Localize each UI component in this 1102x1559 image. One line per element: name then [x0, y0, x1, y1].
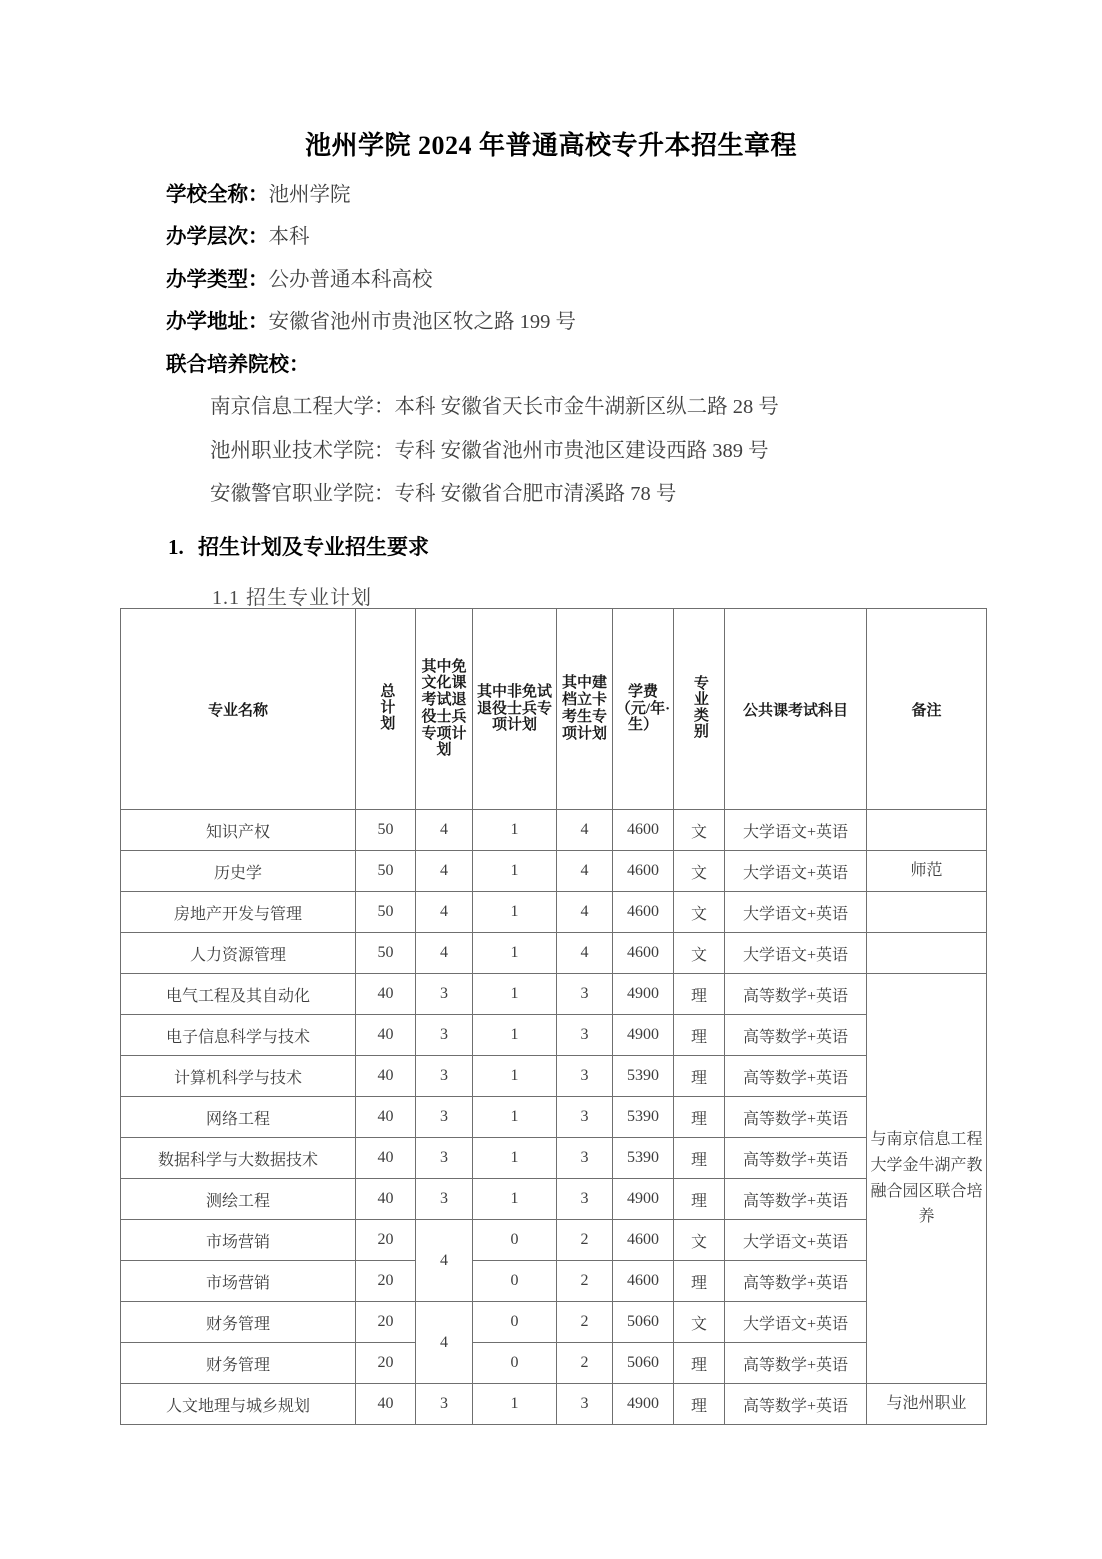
info-value: 本科 — [268, 226, 310, 248]
col-header-subjects-text: 公共课考试科目 — [742, 702, 848, 719]
cell-category: 理 — [674, 1056, 725, 1097]
cell-nonexempt-veteran: 1 — [473, 851, 557, 892]
cell-major: 知识产权 — [121, 810, 356, 851]
col-header-exempt-veteran — [416, 609, 473, 810]
cell-major: 财务管理 — [121, 1302, 356, 1343]
cell-total: 40 — [356, 1097, 416, 1138]
cell-poverty-card: 3 — [557, 974, 613, 1015]
col-header-tuition — [613, 609, 674, 810]
cell-nonexempt-veteran: 0 — [473, 1261, 557, 1302]
cell-nonexempt-veteran: 1 — [473, 892, 557, 933]
cell-exempt-veteran: 3 — [416, 1015, 473, 1056]
table-row — [121, 974, 987, 1015]
cell-total: 40 — [356, 1138, 416, 1179]
cell-note — [867, 892, 987, 933]
cell-exempt-veteran-merged: 4 — [416, 1220, 473, 1302]
info-line-type — [166, 270, 1102, 291]
table-row — [121, 1138, 987, 1179]
cell-category: 文 — [674, 851, 725, 892]
cell-note — [867, 933, 987, 974]
table-head — [121, 609, 987, 810]
col-header-category — [674, 609, 725, 810]
info-label: 办学类型： — [166, 268, 269, 291]
cell-poverty-card: 3 — [557, 1097, 613, 1138]
cell-nonexempt-veteran: 0 — [473, 1343, 557, 1384]
cell-subjects: 高等数学+英语 — [725, 1384, 867, 1425]
cell-nonexempt-veteran: 0 — [473, 1302, 557, 1343]
page-title: 池州学院 2024 年普通高校专升本招生章程 — [304, 131, 797, 160]
cell-exempt-veteran-merged: 4 — [416, 1302, 473, 1384]
cell-nonexempt-veteran: 1 — [473, 974, 557, 1015]
cell-nonexempt-veteran: 0 — [473, 1220, 557, 1261]
cell-category: 理 — [674, 974, 725, 1015]
info-line-address — [166, 312, 1102, 333]
cell-tuition: 4900 — [613, 1015, 674, 1056]
cell-exempt-veteran: 3 — [416, 1384, 473, 1425]
cell-note: 师范 — [867, 851, 987, 892]
col-header-total — [356, 609, 416, 810]
col-header-major-text: 专业名称 — [207, 702, 268, 719]
cell-total: 20 — [356, 1302, 416, 1343]
partner-item: 池州职业技术学院：专科 安徽省池州市贵池区建设西路 389 号 — [210, 439, 769, 462]
section-subheading-1-1: 1.1 招生专业计划 — [212, 586, 372, 609]
cell-category: 理 — [674, 1097, 725, 1138]
cell-subjects: 高等数学+英语 — [725, 1138, 867, 1179]
cell-tuition: 5060 — [613, 1302, 674, 1343]
cell-subjects: 大学语文+英语 — [725, 933, 867, 974]
table-row — [121, 1343, 987, 1384]
col-header-subjects — [725, 609, 867, 810]
cell-major: 财务管理 — [121, 1343, 356, 1384]
cell-poverty-card: 2 — [557, 1343, 613, 1384]
info-line-partners-heading — [166, 355, 1102, 376]
cell-subjects: 高等数学+英语 — [725, 1056, 867, 1097]
info-value: 公办普通本科高校 — [268, 268, 433, 291]
cell-poverty-card: 4 — [557, 892, 613, 933]
cell-tuition: 4900 — [613, 1384, 674, 1425]
cell-total: 50 — [356, 810, 416, 851]
cell-poverty-card: 4 — [557, 933, 613, 974]
table-row — [121, 1220, 987, 1261]
table-row — [121, 851, 987, 892]
cell-exempt-veteran: 4 — [416, 851, 473, 892]
col-header-poverty-card-text: 其中建档立卡考生专项计划 — [561, 675, 607, 742]
cell-subjects: 大学语文+英语 — [725, 810, 867, 851]
cell-major: 电子信息科学与技术 — [121, 1015, 356, 1056]
info-value: 池州学院 — [268, 183, 351, 206]
cell-major: 电气工程及其自动化 — [121, 974, 356, 1015]
info-label: 联合培养院校： — [166, 353, 310, 376]
cell-major: 市场营销 — [121, 1220, 356, 1261]
cell-nonexempt-veteran: 1 — [473, 1179, 557, 1220]
cell-tuition: 5390 — [613, 1056, 674, 1097]
info-label: 办学地址： — [166, 311, 269, 333]
col-header-major — [121, 609, 356, 810]
cell-poverty-card: 2 — [557, 1261, 613, 1302]
cell-nonexempt-veteran: 1 — [473, 1138, 557, 1179]
cell-exempt-veteran: 4 — [416, 810, 473, 851]
table-row — [121, 1384, 987, 1425]
cell-nonexempt-veteran: 1 — [473, 933, 557, 974]
cell-subjects: 大学语文+英语 — [725, 851, 867, 892]
cell-note — [867, 810, 987, 851]
cell-category: 理 — [674, 1179, 725, 1220]
cell-subjects: 大学语文+英语 — [725, 1220, 867, 1261]
cell-category: 理 — [674, 1138, 725, 1179]
cell-category: 文 — [674, 810, 725, 851]
cell-subjects: 高等数学+英语 — [725, 1015, 867, 1056]
partner-item: 南京信息工程大学：本科 安徽省天长市金牛湖新区纵二路 28 号 — [210, 396, 779, 418]
cell-subjects: 高等数学+英语 — [725, 1097, 867, 1138]
table-header-row — [121, 609, 987, 810]
table-row — [121, 810, 987, 851]
cell-total: 20 — [356, 1261, 416, 1302]
cell-category: 文 — [674, 892, 725, 933]
col-header-tuition-text: 学费（元/年·生） — [615, 683, 671, 734]
info-label: 办学层次： — [166, 226, 269, 248]
partner-item: 安徽警官职业学院：专科 安徽省合肥市清溪路 78 号 — [210, 483, 677, 505]
cell-major: 历史学 — [121, 851, 356, 892]
cell-tuition: 4600 — [613, 1220, 674, 1261]
cell-total: 40 — [356, 1179, 416, 1220]
table-row — [121, 933, 987, 974]
admission-plan-table-wrapper — [120, 608, 986, 1425]
cell-exempt-veteran: 3 — [416, 974, 473, 1015]
section-heading-text: 招生计划及专业招生要求 — [198, 534, 429, 559]
table-row — [121, 1261, 987, 1302]
cell-subjects: 高等数学+英语 — [725, 1179, 867, 1220]
cell-poverty-card: 2 — [557, 1302, 613, 1343]
cell-poverty-card: 3 — [557, 1179, 613, 1220]
cell-tuition: 4900 — [613, 974, 674, 1015]
cell-exempt-veteran: 4 — [416, 892, 473, 933]
cell-poverty-card: 3 — [557, 1056, 613, 1097]
partner-school-list — [166, 397, 1102, 505]
cell-category: 理 — [674, 1261, 725, 1302]
cell-subjects: 高等数学+英语 — [725, 974, 867, 1015]
cell-poverty-card: 3 — [557, 1138, 613, 1179]
table-body — [121, 810, 987, 1425]
col-header-poverty-card — [557, 609, 613, 810]
cell-poverty-card: 2 — [557, 1220, 613, 1261]
info-label: 学校全称： — [166, 183, 269, 206]
col-header-note-text: 备注 — [911, 702, 942, 719]
cell-nonexempt-veteran: 1 — [473, 1384, 557, 1425]
cell-subjects: 高等数学+英语 — [725, 1343, 867, 1384]
cell-note-merged-nanjing: 与南京信息工程大学金牛湖产教融合园区联合培养 — [867, 974, 987, 1384]
cell-nonexempt-veteran: 1 — [473, 1097, 557, 1138]
cell-tuition: 4600 — [613, 851, 674, 892]
cell-category: 理 — [674, 1384, 725, 1425]
col-header-category-text: 专业类别 — [691, 674, 708, 739]
cell-exempt-veteran: 3 — [416, 1056, 473, 1097]
cell-tuition: 4600 — [613, 1261, 674, 1302]
cell-total: 50 — [356, 851, 416, 892]
cell-poverty-card: 3 — [557, 1015, 613, 1056]
table-row — [121, 892, 987, 933]
info-line-level — [166, 227, 1102, 248]
col-header-nonexempt-veteran-text: 其中非免试退役士兵专项计划 — [476, 683, 552, 734]
cell-tuition: 5390 — [613, 1138, 674, 1179]
cell-subjects: 高等数学+英语 — [725, 1261, 867, 1302]
cell-exempt-veteran: 3 — [416, 1138, 473, 1179]
cell-total: 20 — [356, 1343, 416, 1384]
table-row — [121, 1015, 987, 1056]
info-value: 安徽省池州市贵池区牧之路 199 号 — [268, 311, 576, 333]
cell-nonexempt-veteran: 1 — [473, 1015, 557, 1056]
cell-category: 文 — [674, 1302, 725, 1343]
col-header-note — [867, 609, 987, 810]
cell-category: 文 — [674, 1220, 725, 1261]
cell-total: 20 — [356, 1220, 416, 1261]
cell-tuition: 4900 — [613, 1179, 674, 1220]
cell-tuition: 4600 — [613, 933, 674, 974]
cell-major: 数据科学与大数据技术 — [121, 1138, 356, 1179]
cell-exempt-veteran: 3 — [416, 1179, 473, 1220]
cell-category: 理 — [674, 1343, 725, 1384]
col-header-total-text: 总计划 — [378, 682, 395, 731]
cell-major: 计算机科学与技术 — [121, 1056, 356, 1097]
cell-note: 与池州职业 — [867, 1384, 987, 1425]
cell-total: 40 — [356, 1384, 416, 1425]
cell-nonexempt-veteran: 1 — [473, 810, 557, 851]
cell-tuition: 5060 — [613, 1343, 674, 1384]
col-header-exempt-veteran-text: 其中免文化课考试退役士兵专项计划 — [421, 658, 467, 759]
cell-category: 文 — [674, 933, 725, 974]
table-row — [121, 1097, 987, 1138]
cell-exempt-veteran: 4 — [416, 933, 473, 974]
cell-major: 测绘工程 — [121, 1179, 356, 1220]
section-number: 1. — [168, 534, 184, 559]
cell-total: 40 — [356, 1056, 416, 1097]
admission-plan-table — [120, 608, 987, 1425]
cell-tuition: 4600 — [613, 892, 674, 933]
cell-total: 40 — [356, 974, 416, 1015]
cell-total: 50 — [356, 892, 416, 933]
cell-tuition: 4600 — [613, 810, 674, 851]
cell-poverty-card: 3 — [557, 1384, 613, 1425]
cell-major: 人文地理与城乡规划 — [121, 1384, 356, 1425]
cell-poverty-card: 4 — [557, 810, 613, 851]
cell-major: 房地产开发与管理 — [121, 892, 356, 933]
cell-exempt-veteran: 3 — [416, 1097, 473, 1138]
cell-total: 40 — [356, 1015, 416, 1056]
cell-poverty-card: 4 — [557, 851, 613, 892]
section-heading-1 — [0, 534, 1102, 559]
cell-nonexempt-veteran: 1 — [473, 1056, 557, 1097]
school-info-block — [0, 185, 1102, 505]
cell-subjects: 大学语文+英语 — [725, 892, 867, 933]
cell-major: 网络工程 — [121, 1097, 356, 1138]
cell-total: 50 — [356, 933, 416, 974]
table-row — [121, 1056, 987, 1097]
table-row — [121, 1302, 987, 1343]
cell-major: 市场营销 — [121, 1261, 356, 1302]
cell-major: 人力资源管理 — [121, 933, 356, 974]
table-row — [121, 1179, 987, 1220]
cell-tuition: 5390 — [613, 1097, 674, 1138]
cell-category: 理 — [674, 1015, 725, 1056]
col-header-nonexempt-veteran — [473, 609, 557, 810]
cell-subjects: 大学语文+英语 — [725, 1302, 867, 1343]
info-line-school-name — [166, 185, 1102, 206]
